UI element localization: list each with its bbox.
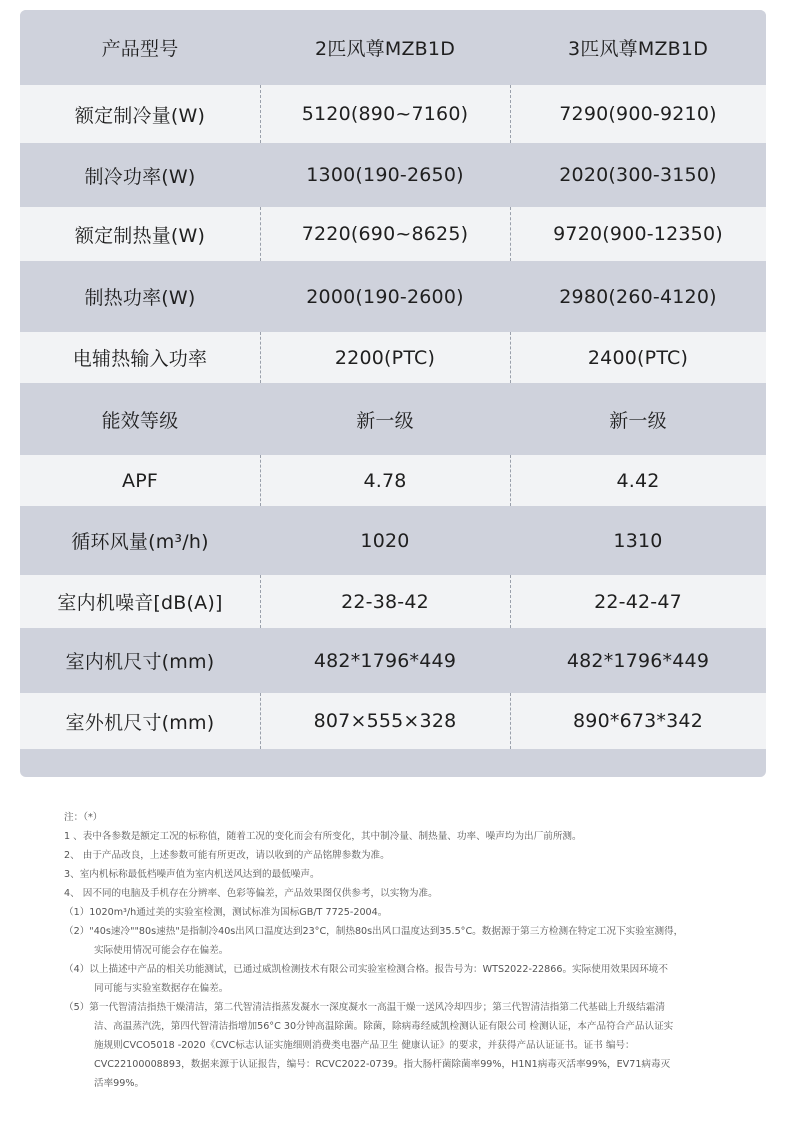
header-cell-3hp: 3匹风尊MZB1D [567, 38, 709, 60]
row-value-2hp: 1300(190-2650) [306, 164, 464, 186]
row-label: 室内机尺寸(mm) [65, 651, 215, 673]
row-label: 循环风量(m³/h) [71, 531, 209, 553]
table-row [20, 332, 766, 383]
row-value-2hp: 新一级 [356, 409, 414, 432]
note-item: （4）以上描述中产品的相关功能测试，已通过威凯检测技术有限公司实验室检测合格。报告号为：WTS2022-22866。实际使用效果因环境不 [64, 964, 668, 975]
note-item: 2、 由于产品改良，上述参数可能有所更改，请以收到的产品铭牌参数为准。 [64, 850, 390, 861]
note-item: 3、室内机标称最低档噪声值为室内机送风达到的最低噪声。 [64, 869, 320, 880]
note-item: （1）1020m³/h通过美的实验室检测，测试标准为国标GB/T 7725-2004。 [64, 907, 388, 918]
row-value-2hp: 2000(190-2600) [306, 285, 464, 308]
row-value-3hp: 890*673*342 [510, 693, 766, 749]
note-item: （2）"40s速冷""80s速热"是指制冷40s出风口温度达到23°C，制热80s出风口温度达到35.5°C。数据源于第三方检测在特定工况下实验室测得， [64, 926, 684, 937]
row-label: 额定制冷量(W) [74, 104, 206, 127]
note-item: 4、 因不同的电脑及手机存在分辨率、色彩等偏差，产品效果图仅供参考，以实物为准。 [64, 888, 438, 899]
row-value-2hp: 807×555×328 [260, 693, 510, 749]
row-value-3hp: 7290(900-9210) [510, 85, 766, 143]
table-row [20, 628, 766, 693]
table-row [20, 575, 766, 628]
note-item-continued: 活率99%。 [94, 1078, 145, 1089]
row-value-3hp: 2400(PTC) [510, 332, 766, 383]
table-row [20, 383, 766, 455]
spec-table-card [20, 10, 766, 777]
row-value-3hp: 22-42-47 [510, 575, 766, 628]
row-value-2hp: 482*1796*449 [313, 649, 457, 672]
row-value-3hp: 2020(300-3150) [559, 164, 717, 186]
table-row [20, 207, 766, 261]
row-value-3hp: 新一级 [609, 409, 667, 432]
note-item-continued: 施规则CVCO5018 -2020《CVC标志认证实施细则消费类电器产品卫生 健康认证》的要求，并获得产品认证证书。证书 编号： [94, 1040, 635, 1051]
header-cell-2hp: 2匹风尊MZB1D [314, 38, 456, 60]
table-row [20, 693, 766, 749]
row-label: 电辅热输入功率 [72, 348, 208, 370]
table-header-row [20, 10, 766, 85]
header-cell-model: 产品型号 [101, 38, 179, 60]
spec-table [20, 10, 766, 749]
note-item-continued: 洁、高温蒸汽洗，第四代智清洁指增加56°C 30分钟高温除菌。除菌，除病毒经威凯检测认证有限公司 检测认证，本产品符合产品认证实 [94, 1021, 674, 1032]
table-row [20, 455, 766, 506]
row-value-3hp: 1310 [613, 529, 663, 552]
table-row [20, 261, 766, 332]
row-label: 制热功率(W) [84, 287, 196, 309]
row-value-2hp: 1020 [360, 529, 410, 552]
note-item-continued: CVC22100008893，数据来源于认证报告，编号：RCVC2022-0739。指大肠杆菌除菌率99%，H1N1病毒灭活率99%，EV71病毒灭 [94, 1059, 671, 1070]
row-value-3hp: 9720(900-12350) [510, 207, 766, 261]
table-row [20, 143, 766, 207]
row-label: 室外机尺寸(mm) [65, 711, 215, 734]
row-label: APF [122, 469, 158, 492]
row-label: 额定制热量(W) [74, 224, 206, 247]
note-item-continued: 同可能与实验室数据存在偏差。 [94, 983, 229, 994]
row-value-2hp: 5120(890~7160) [260, 85, 510, 143]
row-value-2hp: 4.78 [260, 455, 510, 506]
note-item: （5）第一代智清洁指热干燥清洁，第二代智清洁指蒸发凝水一深度凝水一高温干燥一送风冷却四步；第三代智清洁指第二代基础上升级结霜清 [64, 1002, 665, 1013]
row-value-3hp: 2980(260-4120) [559, 285, 717, 308]
row-value-3hp: 4.42 [510, 455, 766, 506]
row-value-2hp: 22-38-42 [260, 575, 510, 628]
note-heading: 注：（*） [64, 812, 103, 823]
row-label: 能效等级 [101, 409, 179, 432]
note-item-continued: 实际使用情况可能会存在偏差。 [94, 945, 229, 956]
row-label: 室内机噪音[dB(A)] [57, 592, 223, 614]
footnotes [64, 808, 734, 1093]
row-value-2hp: 7220(690~8625) [260, 207, 510, 261]
table-row [20, 85, 766, 143]
row-label: 制冷功率(W) [84, 165, 196, 188]
row-value-3hp: 482*1796*449 [566, 649, 710, 672]
table-row [20, 506, 766, 575]
note-item: 1 、表中各参数是额定工况的标称值，随着工况的变化而会有所变化，其中制冷量、制热量、功率、噪声均为出厂前所测。 [64, 831, 582, 842]
row-value-2hp: 2200(PTC) [260, 332, 510, 383]
